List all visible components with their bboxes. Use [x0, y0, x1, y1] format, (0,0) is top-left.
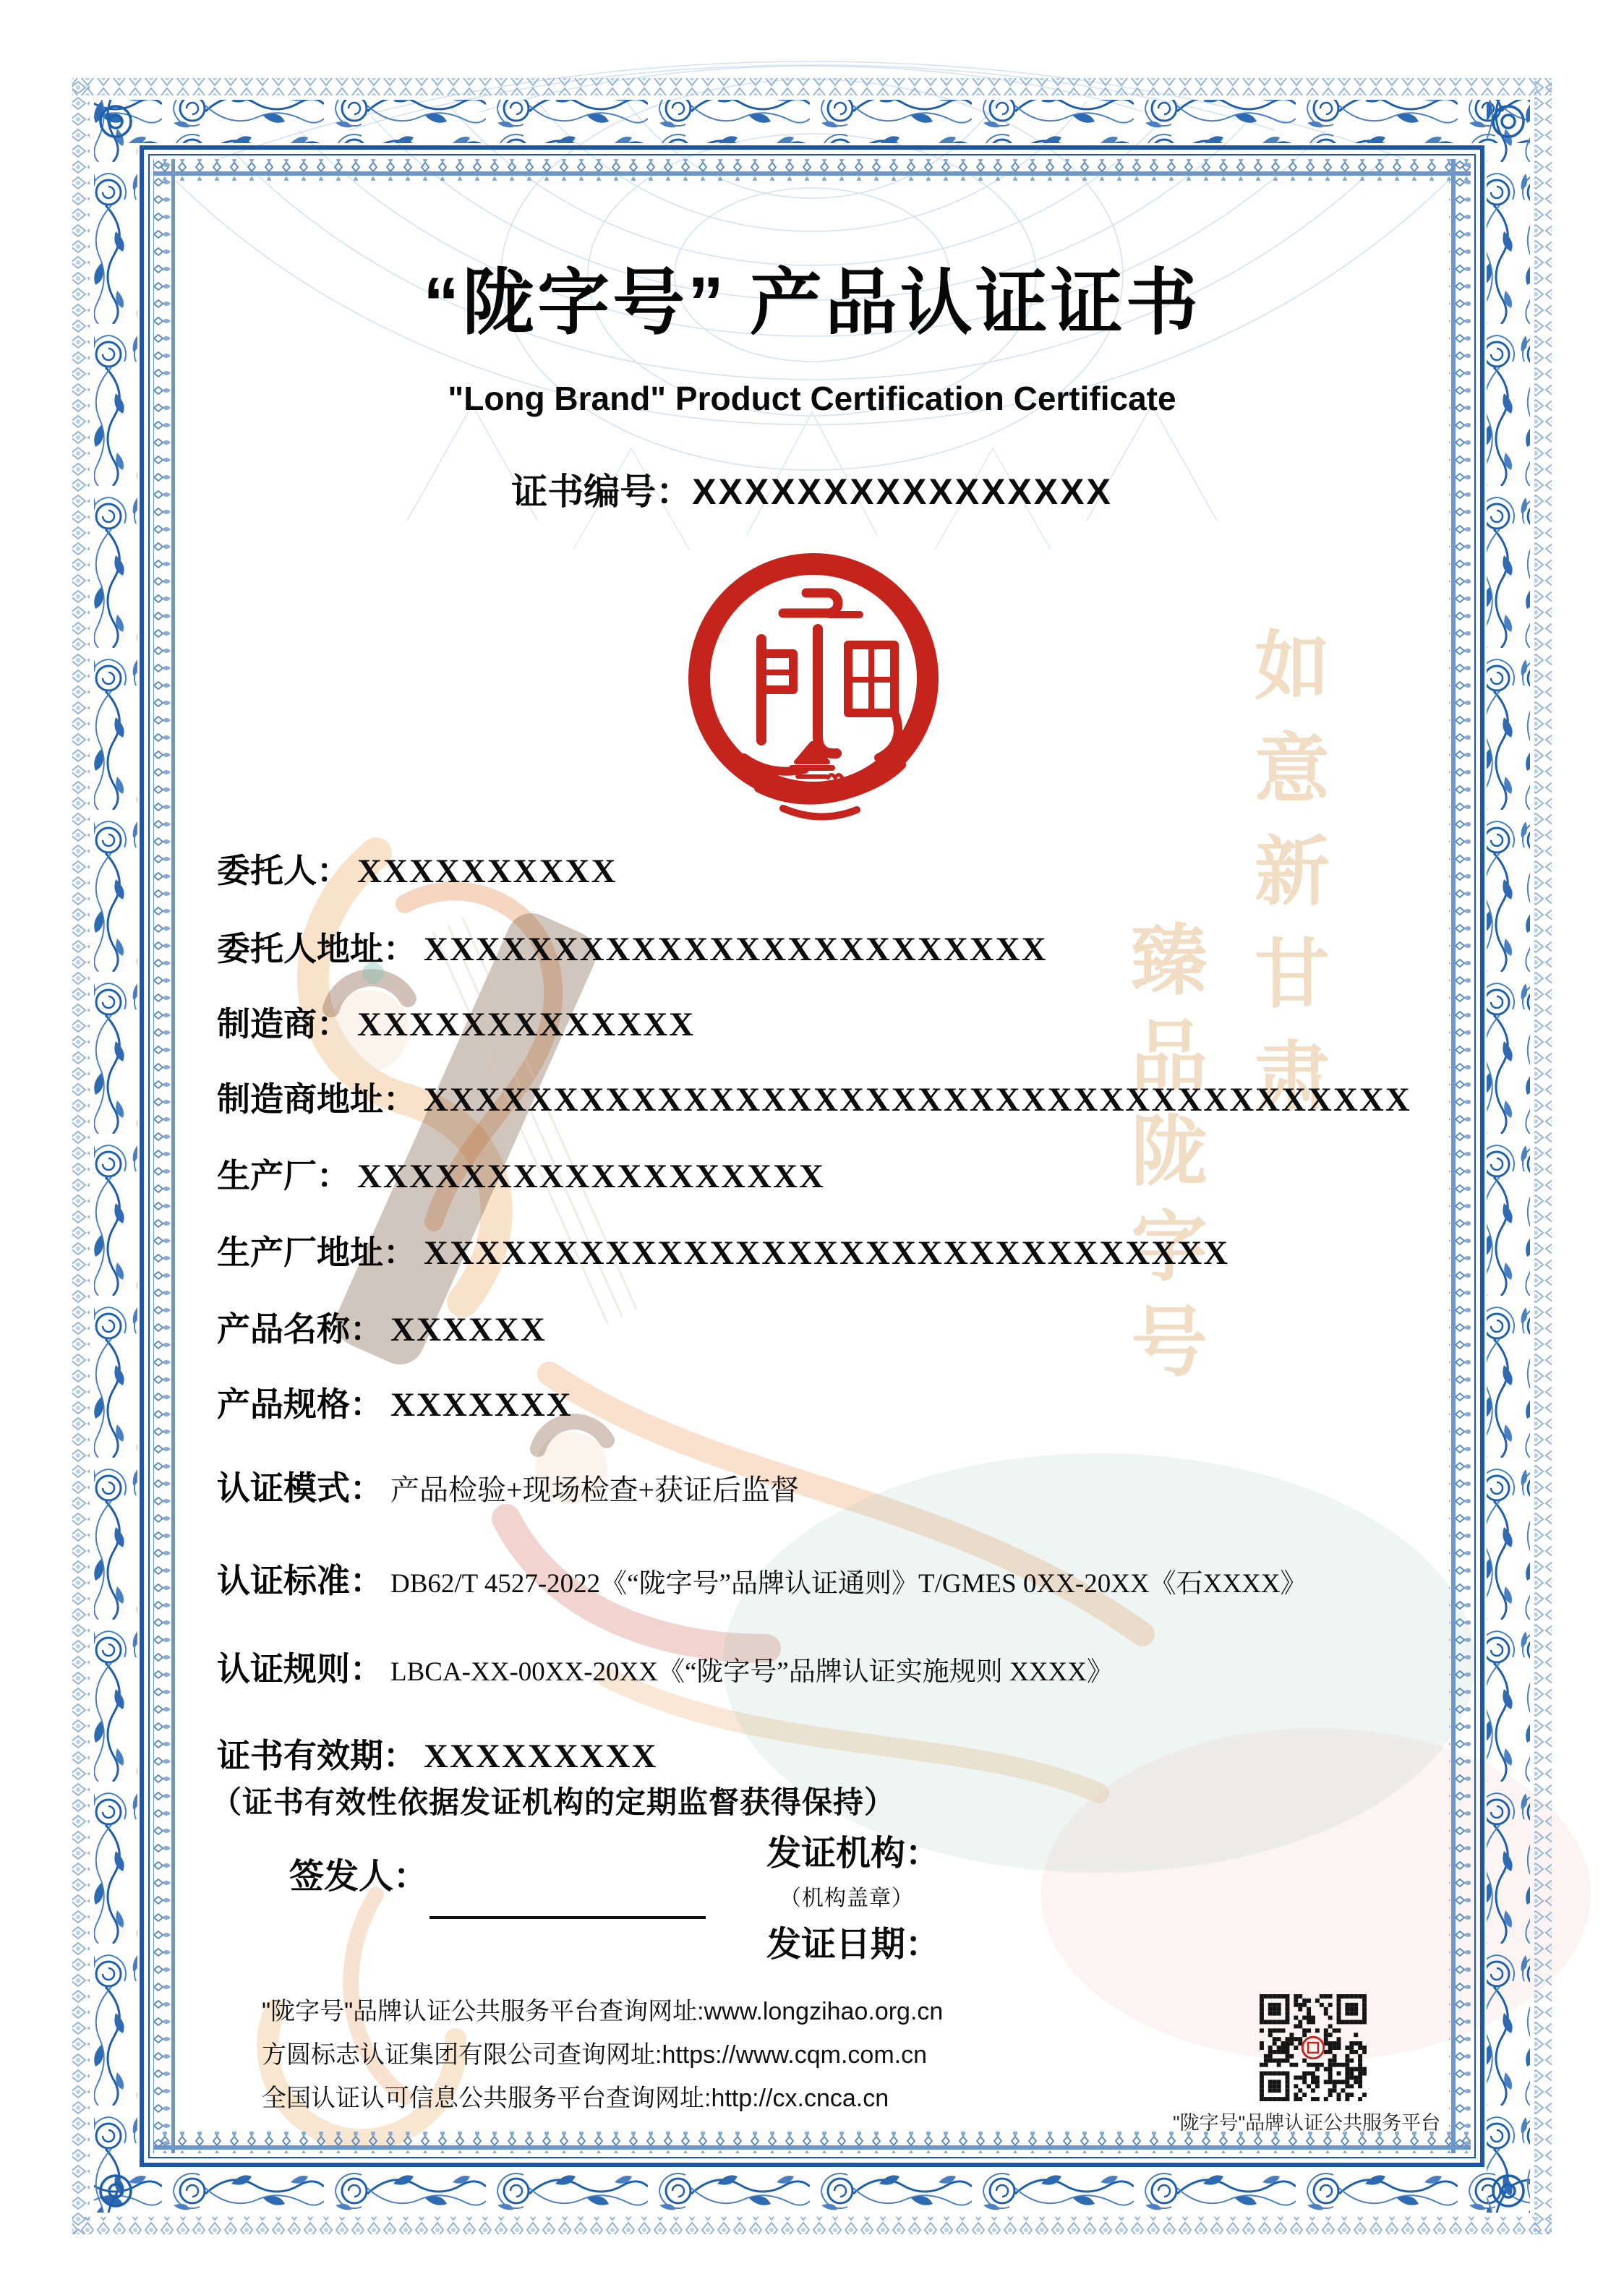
- field-label: 认证模式：: [217, 1469, 383, 1507]
- field-label: 制造商地址：: [217, 1080, 416, 1118]
- field-value: XXXXXXX: [390, 1386, 573, 1424]
- qr-caption: "陇字号"品牌认证公共服务平台: [1173, 2112, 1441, 2134]
- issuing-org-label: 发证机构：: [766, 1834, 941, 1873]
- field-label: 制造商：: [217, 1005, 350, 1043]
- calligraphy-column-right: 如意新甘肃: [1241, 626, 1330, 1140]
- field-value: LBCA-XX-00XX-20XX《“陇字号”品牌认证实施规则 XXXX》: [390, 1657, 1114, 1687]
- certificate-title: “陇字号” 产品认证证书: [423, 262, 1201, 343]
- calligraphy-column-left: 臻品陇字号: [1119, 920, 1209, 1397]
- field-row-product-spec: [217, 1378, 573, 1426]
- longzihao-red-seal-logo: [675, 544, 953, 833]
- certificate-number-label: 证书编号：: [511, 471, 693, 512]
- certificate-number-line: [0, 463, 1624, 515]
- qr-code: [1260, 1994, 1367, 2101]
- field-row-manufacturer-address: [217, 1073, 1411, 1121]
- field-label: 认证标准：: [217, 1562, 383, 1599]
- field-value: XXXXXXXXX: [424, 1738, 658, 1775]
- footer-link-2: 全国认证认可信息公共服务平台查询网址:http://cx.cnca.cn: [262, 2085, 889, 2112]
- field-row-client-address: [217, 923, 1048, 970]
- field-value: 产品检验+现场检查+获证后监督: [390, 1474, 800, 1506]
- issuer-label: 签发人：: [289, 1858, 429, 1896]
- field-label: 产品名称：: [217, 1310, 383, 1348]
- certificate-number-value: XXXXXXXXXXXXXXXX: [692, 471, 1113, 512]
- field-row-client: [217, 845, 617, 892]
- field-value: XXXXXXXXXXXXXXXXXXXXXXXXXXXXXXXXXXXXXX: [424, 1081, 1411, 1119]
- field-value: XXXXXXXXXXXXX: [357, 1006, 696, 1043]
- field-value: DB62/T 4527-2022《“陇字号”品牌认证通则》T/GMES 0XX-20XX《石XXXX》: [390, 1569, 1307, 1599]
- field-label: 产品规格：: [217, 1385, 383, 1423]
- footer-link-1: 方圆标志认证集团有限公司查询网址:https://www.cqm.com.cn: [262, 2041, 927, 2069]
- org-stamp-note: （机构盖章）: [779, 1886, 914, 1910]
- field-row-cert-standard: [217, 1555, 1307, 1602]
- field-row-cert-mode: [217, 1462, 799, 1510]
- field-label: 证书有效期：: [217, 1737, 416, 1774]
- field-value: XXXXXXXXXX: [357, 852, 617, 890]
- certificate-subtitle-en: "Long Brand" Product Certification Certificate: [448, 380, 1176, 417]
- field-row-product-name: [217, 1303, 547, 1351]
- issue-date-label: 发证日期：: [766, 1926, 941, 1964]
- field-label: 生产厂：: [217, 1157, 350, 1194]
- field-label: 委托人地址：: [217, 930, 416, 967]
- field-value: XXXXXXXXXXXXXXXXXXXXXXXXXXXXXXX: [424, 1234, 1230, 1272]
- field-value: XXXXXX: [390, 1311, 547, 1349]
- field-row-cert-rule: [217, 1643, 1114, 1691]
- validity-note: （证书有效性依据发证机构的定期监督获得保持）: [211, 1785, 896, 1819]
- field-row-manufacturer: [217, 998, 695, 1046]
- field-value: XXXXXXXXXXXXXXXXXX: [357, 1158, 825, 1195]
- field-label: 生产厂地址：: [217, 1234, 416, 1271]
- footer-links: [262, 1990, 943, 2120]
- field-row-validity: [217, 1730, 657, 1777]
- field-row-factory-address: [217, 1226, 1229, 1274]
- field-value: XXXXXXXXXXXXXXXXXXXXXXXX: [424, 931, 1048, 968]
- field-label: 委托人：: [217, 852, 350, 889]
- field-row-factory: [217, 1150, 825, 1197]
- issuer-signature-line: [429, 1887, 706, 1919]
- field-label: 认证规则：: [217, 1650, 383, 1688]
- footer-link-0: "陇字号"品牌认证公共服务平台查询网址:www.longzihao.org.cn: [262, 1998, 944, 2025]
